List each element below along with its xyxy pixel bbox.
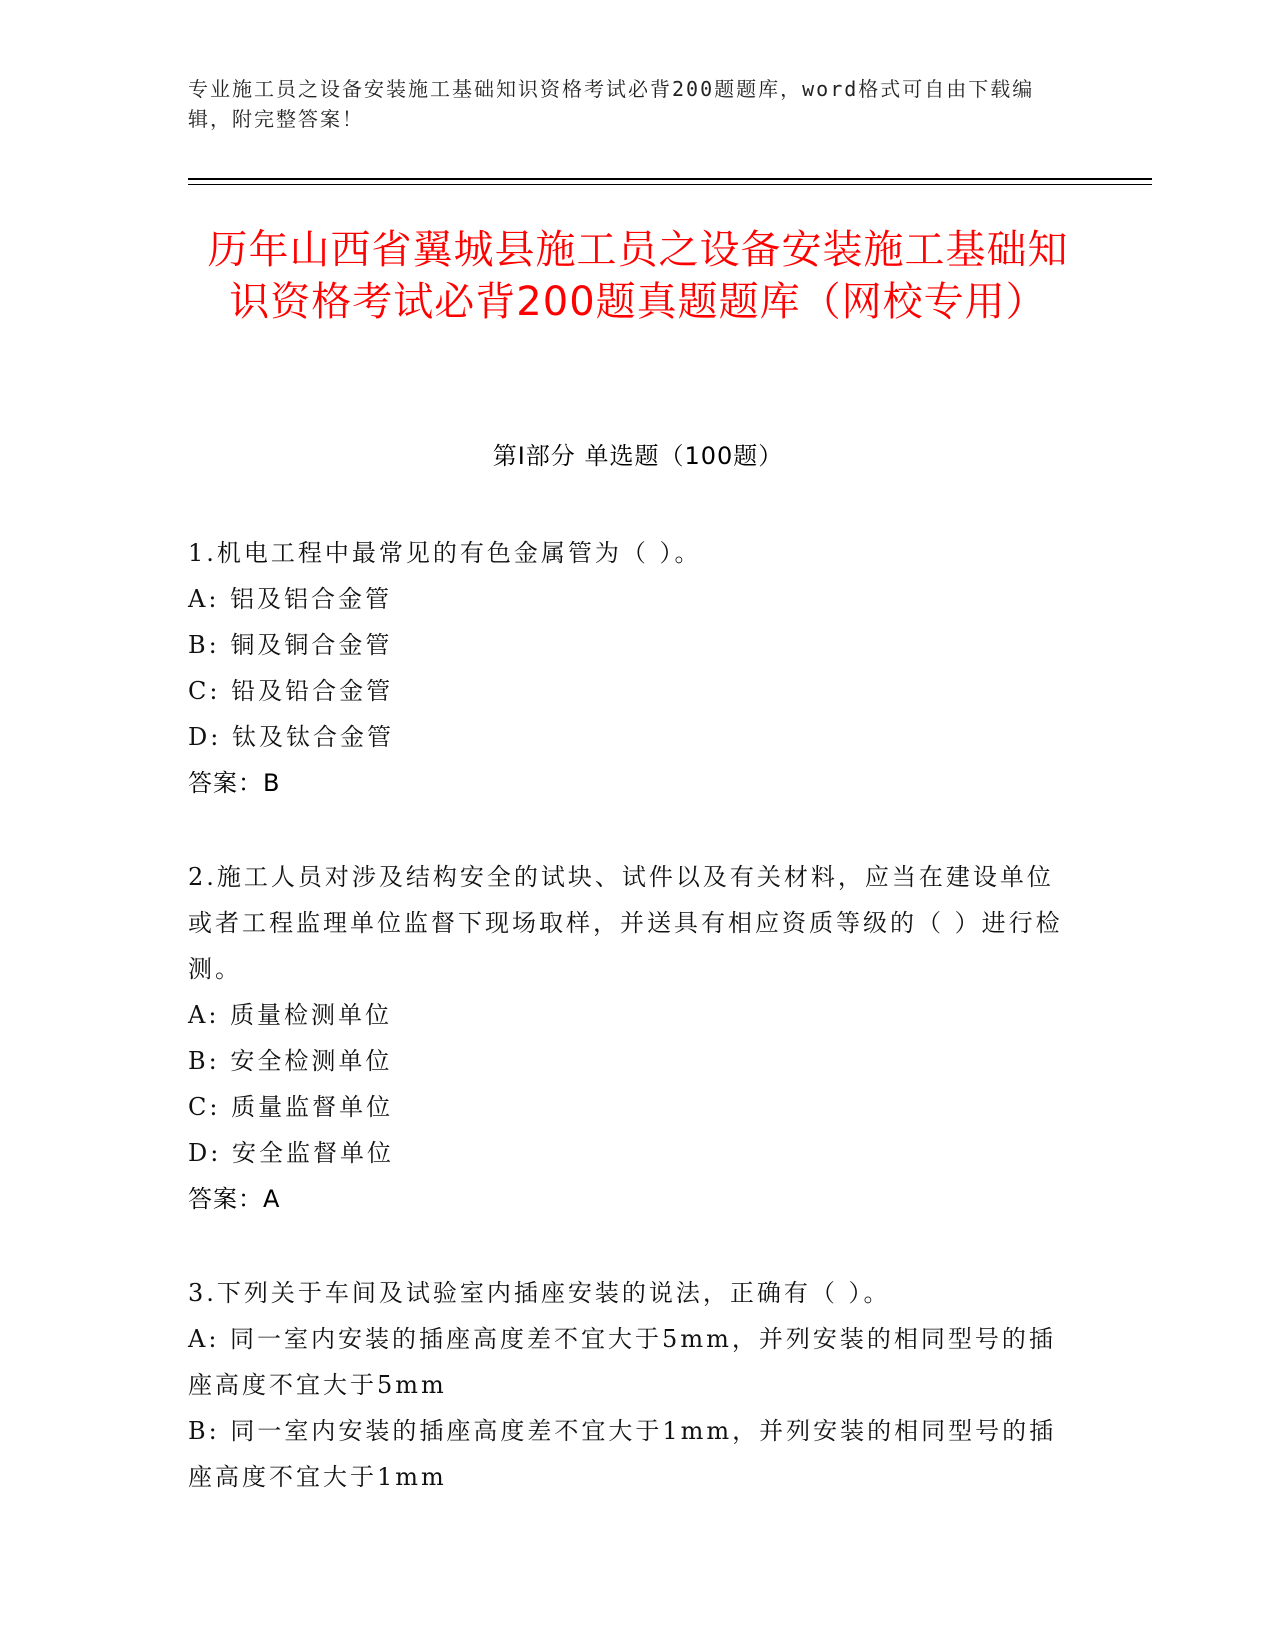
question-option: C: 质量监督单位: [188, 1093, 394, 1121]
header-note: 专业施工员之设备安装施工基础知识资格考试必背200题题库，word格式可自由下载编辑，附完整答案！: [188, 77, 1035, 131]
question-stem: 2.施工人员对涉及结构安全的试块、试件以及有关材料，应当在建设单位或者工程监理单位监督下现场取样，并送具有相应资质等级的（ ）进行检测。: [188, 863, 1063, 983]
question-option: C: 铅及铅合金管: [188, 677, 394, 705]
question-item: [188, 530, 1068, 806]
question-option: A: 质量检测单位: [188, 1001, 393, 1029]
question-item: [188, 1270, 1068, 1500]
header-rule-thin: [188, 184, 1152, 185]
question-list: [188, 530, 1068, 1548]
document-title: 历年山西省翼城县施工员之设备安装施工基础知识资格考试必背200题真题题库（网校专用）: [207, 227, 1069, 325]
question-option: D: 钛及钛合金管: [188, 723, 394, 751]
question-stem: 3.下列关于车间及试验室内插座安装的说法，正确有（ ）。: [188, 1279, 891, 1307]
question-item: [188, 854, 1068, 1222]
question-option: B: 同一室内安装的插座高度差不宜大于1mm，并列安装的相同型号的插座高度不宜大于1mm: [188, 1417, 1057, 1491]
question-option: B: 安全检测单位: [188, 1047, 393, 1075]
question-answer: 答案：B: [188, 769, 281, 797]
section-title: 第Ⅰ部分 单选题（100题）: [492, 442, 784, 470]
question-answer: 答案：A: [188, 1185, 281, 1213]
question-stem: 1.机电工程中最常见的有色金属管为（ ）。: [188, 539, 702, 567]
question-option: A: 同一室内安装的插座高度差不宜大于5mm，并列安装的相同型号的插座高度不宜大于5mm: [188, 1325, 1056, 1399]
question-option: D: 安全监督单位: [188, 1139, 394, 1167]
question-option: A: 铝及铝合金管: [188, 585, 393, 613]
question-option: B: 铜及铜合金管: [188, 631, 393, 659]
header-rule-thick: [188, 178, 1152, 180]
